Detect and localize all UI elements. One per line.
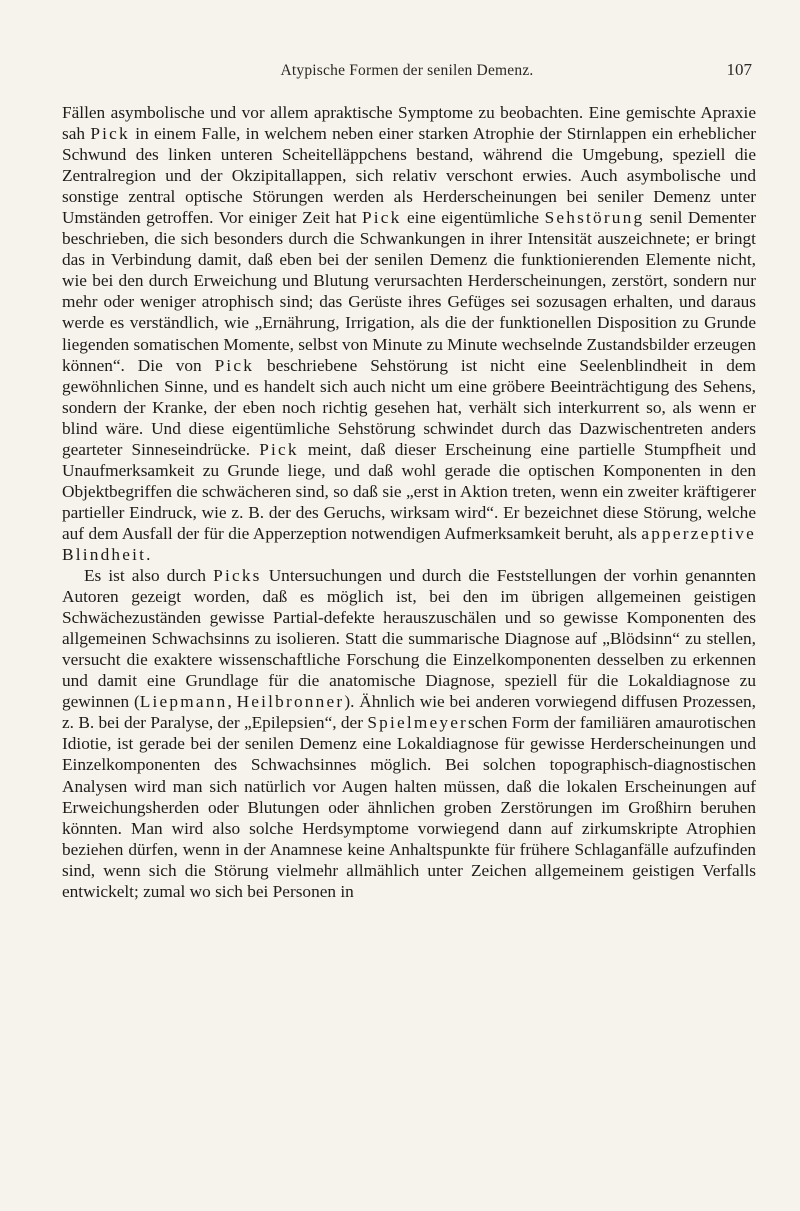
text-run: schen Form der familiären amaurotischen Idiotie, ist gerade bei der senilen Demenz eine Lokaldiagnose für gewisse Herderscheinungen und Einzelkomponenten des Schwachsinnes möglich. Bei solchen topographisch-diagnostischen Analysen wird man sich natürlich vor Augen halten müssen, daß die lokalen Erscheinungen auf Erweichungsherden oder Blutungen oder ähnlichen groben Zerstörungen im Großhirn beruhen könnten. Man wird also solche Herdsymptome vorwiegend dann auf zirkumskripte Atrophien beziehen dürfen, wenn in der Anamnese keine Anhaltspunkte für frühere Schlaganfälle aufzufinden sind, wenn sich die Störung vielmehr allmählich unter Zeichen allgemeinem geistigen Verfalls entwickelt; zumal wo sich bei Personen in [62,713,756,901]
text-run: Es ist also durch [84,566,214,586]
text-run: in einem Falle, in welchem neben einer starken Atrophie der Stirnlappen ein erheblicher Schwund des linken unteren Scheitelläppchens bestand, während die Umgebung, speziell die Zentralregion und der Okzipitallappen, sich relativ verschont erwies. Auch asymbolische und sonstige zentral optische Störungen werden als Herderscheinungen bei seniler Demenz unter Umständen getroffen. Vor einiger Zeit hat [62,124,757,228]
text-run: , [227,692,237,712]
spaced-name: Heilbronner [236,692,345,712]
body-text [62,102,756,902]
spaced-name: Pick [362,208,402,228]
running-title: Atypische Formen der senilen Demenz. [280,62,534,79]
spaced-term: Sehstörung [544,208,645,228]
spaced-term: apperzeptive Blindheit [62,523,756,564]
page-number: 107 [726,60,752,79]
text-run: Untersuchungen und durch die Feststellungen der vorhin genannten Autoren gezeigt worden, daß es möglich ist, bei den im übrigen allgemeinen geistigen Schwächezuständen gewisse Partial-defekte herauszuschälen und so gewisse Komponenten des allgemeinen Schwachsinns zu isolieren. Statt die summarische Diagnose auf „Blödsinn“ zu stellen, versucht die exaktere wissenschaftliche Forschung die Einzelkomponenten desselben zu erkennen und damit eine Grundlage für die anatomische Diagnose, speziell für die Lokaldiagnose zu gewinnen ( [62,566,756,712]
text-run: eine eigentümliche [401,208,545,228]
spaced-name: Pick [214,355,255,375]
spaced-name: Liepmann [139,692,228,712]
text-run: beschriebene Sehstörung ist nicht eine Seelenblindheit in dem gewöhnlichen Sinne, und es handelt sich auch nicht um eine gröbere Beeinträchtigung des Sehens, sondern der Kranke, der eben noch richtig gesehen hat, verhält sich interkurrent so, als wenn er blind wäre. Und diese eigentümliche Sehstörung schwindet durch das Dazwischentreten anders gearteter Sinneseindrücke. [62,355,756,459]
spaced-name: Picks [213,566,262,586]
text-run: senil Dementer beschrieben, die sich besonders durch die Schwankungen in ihrer Intensität auszeichnete; er bringt das in Verbindung damit, daß eben bei der senilen Demenz die funktionierenden Elemente nicht, wie bei den durch Erweichung und Blutung verursachten Herderscheinungen, zerstört, sondern nur mehr oder weniger atrophisch sind; das Gerüste ihres Gefüges sei sozusagen erhalten, und daraus werde es verständlich, wie „Ernährung, Irrigation, als die der funktionellen Disposition zu Grunde liegenden somatischen Momente, selbst von Minute zu Minute wechselnde Zustandsbilder erzeugen können“. Die von [62,208,756,375]
spaced-name: Spielmeyer [367,713,469,733]
text-run: Fällen asymbolische und vor allem apraktische Symptome zu beobachten. Eine gemischte Apraxie sah [62,103,756,144]
paragraph-2 [62,565,756,902]
text-run: ). Ähnlich wie bei anderen vorwiegend diffusen Prozessen, z. B. bei der Paralyse, der „Epilepsien“, der [62,692,756,733]
page-header [62,62,752,86]
text-run: meint, daß dieser Erscheinung eine partielle Stumpfheit und Unaufmerksamkeit zu Grunde liege, und daß wohl gerade die optischen Komponenten in den Objektbegriffen die schwächeren sind, so daß sie „erst in Aktion treten, wenn ein zweiter kräftigerer partieller Eindruck, wie z. B. der des Geruchs, wirksam wird“. Er bezeichnet diese Störung, welche auf dem Ausfall der für die Apperzeption notwendigen Aufmerksamkeit beruht, als [62,439,756,543]
paragraph-1 [62,102,756,565]
spaced-name: Pick [90,124,130,144]
text-run: . [146,544,151,564]
spaced-name: Pick [259,439,299,459]
